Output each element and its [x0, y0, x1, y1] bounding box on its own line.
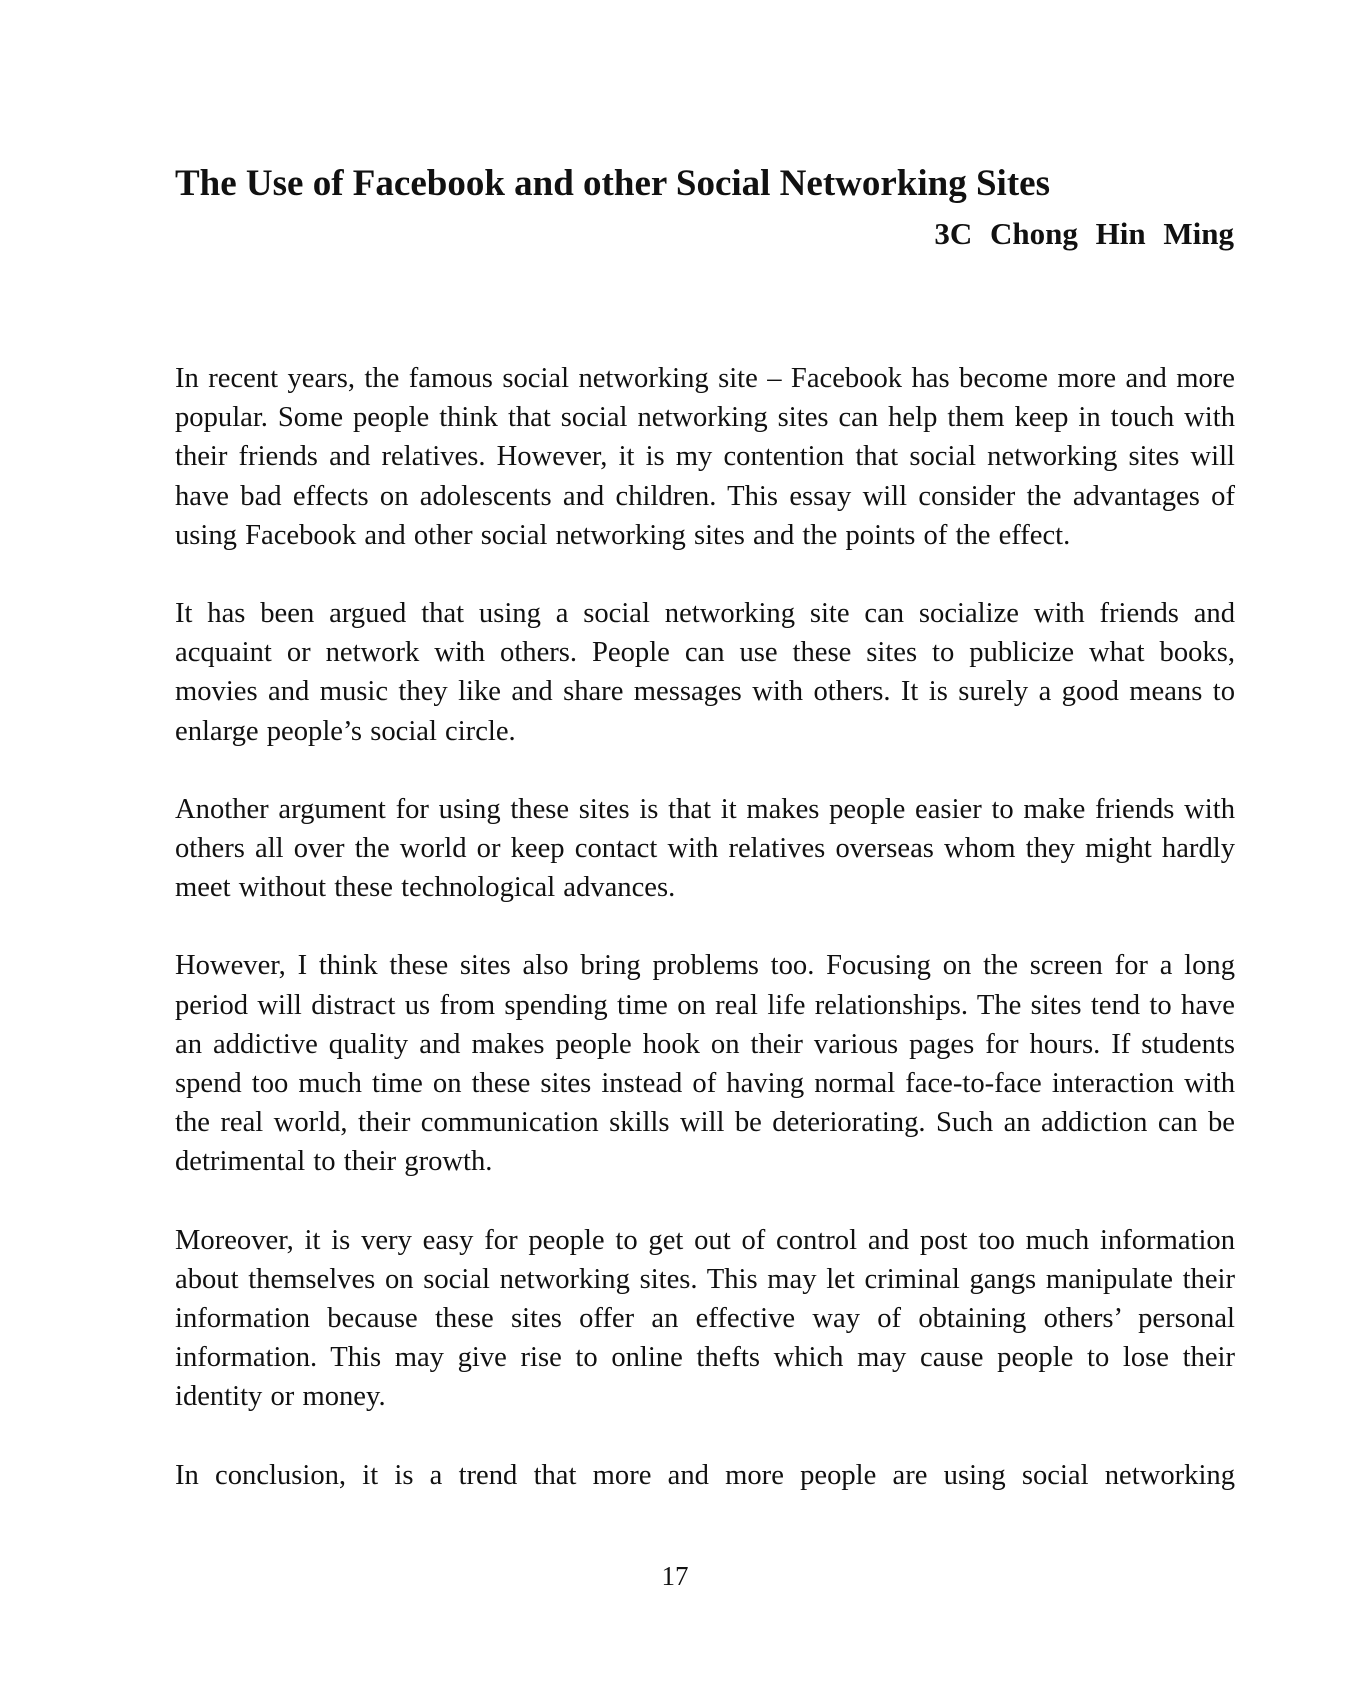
paragraph-privacy: Moreover, it is very easy for people to get out of control and post too much information about themselves on social networking sites. This may let criminal gangs manipulate their information because these sites offer an effective way of obtaining others’ personal information. This may give rise to online thefts which may cause people to lose their identity or money.: [175, 1224, 1235, 1413]
essay-body: [175, 359, 1235, 1495]
page-number: 17: [661, 1561, 689, 1591]
essay-title: The Use of Facebook and other Social Networking Sites: [175, 163, 1050, 204]
paragraph-addiction: However, I think these sites also bring problems too. Focusing on the screen for a long period will distract us from spending time on real life relationships. The sites tend to have an addictive quality and makes people hook on their various pages for hours. If students spend too much time on these sites instead of having normal face-to-face interaction with the real world, their communication skills will be deteriorating. Such an addiction can be detrimental to their growth.: [175, 950, 1235, 1178]
paragraph-global-contact: Another argument for using these sites is that it makes people easier to make friends with others all over the world or keep contact with relatives overseas whom they might hardly meet without these technological advances.: [175, 793, 1235, 904]
paragraph-conclusion: In conclusion, it is a trend that more and more people are using social networking: [175, 1459, 1235, 1491]
essay-author: 3C Chong Hin Ming: [934, 216, 1234, 251]
paragraph-socializing: It has been argued that using a social networking site can socialize with friends and acquaint or network with others. People can use these sites to publicize what books, movies and music they like and share messages with others. It is surely a good means to enlarge people’s social circle.: [175, 598, 1235, 747]
paragraph-introduction: In recent years, the famous social networking site – Facebook has become more and more popular. Some people think that social networking sites can help them keep in touch with their friends and relatives. However, it is my contention that social networking sites will have bad effects on adolescents and children. This essay will consider the advantages of using Facebook and other social networking sites and the points of the effect.: [175, 363, 1235, 551]
